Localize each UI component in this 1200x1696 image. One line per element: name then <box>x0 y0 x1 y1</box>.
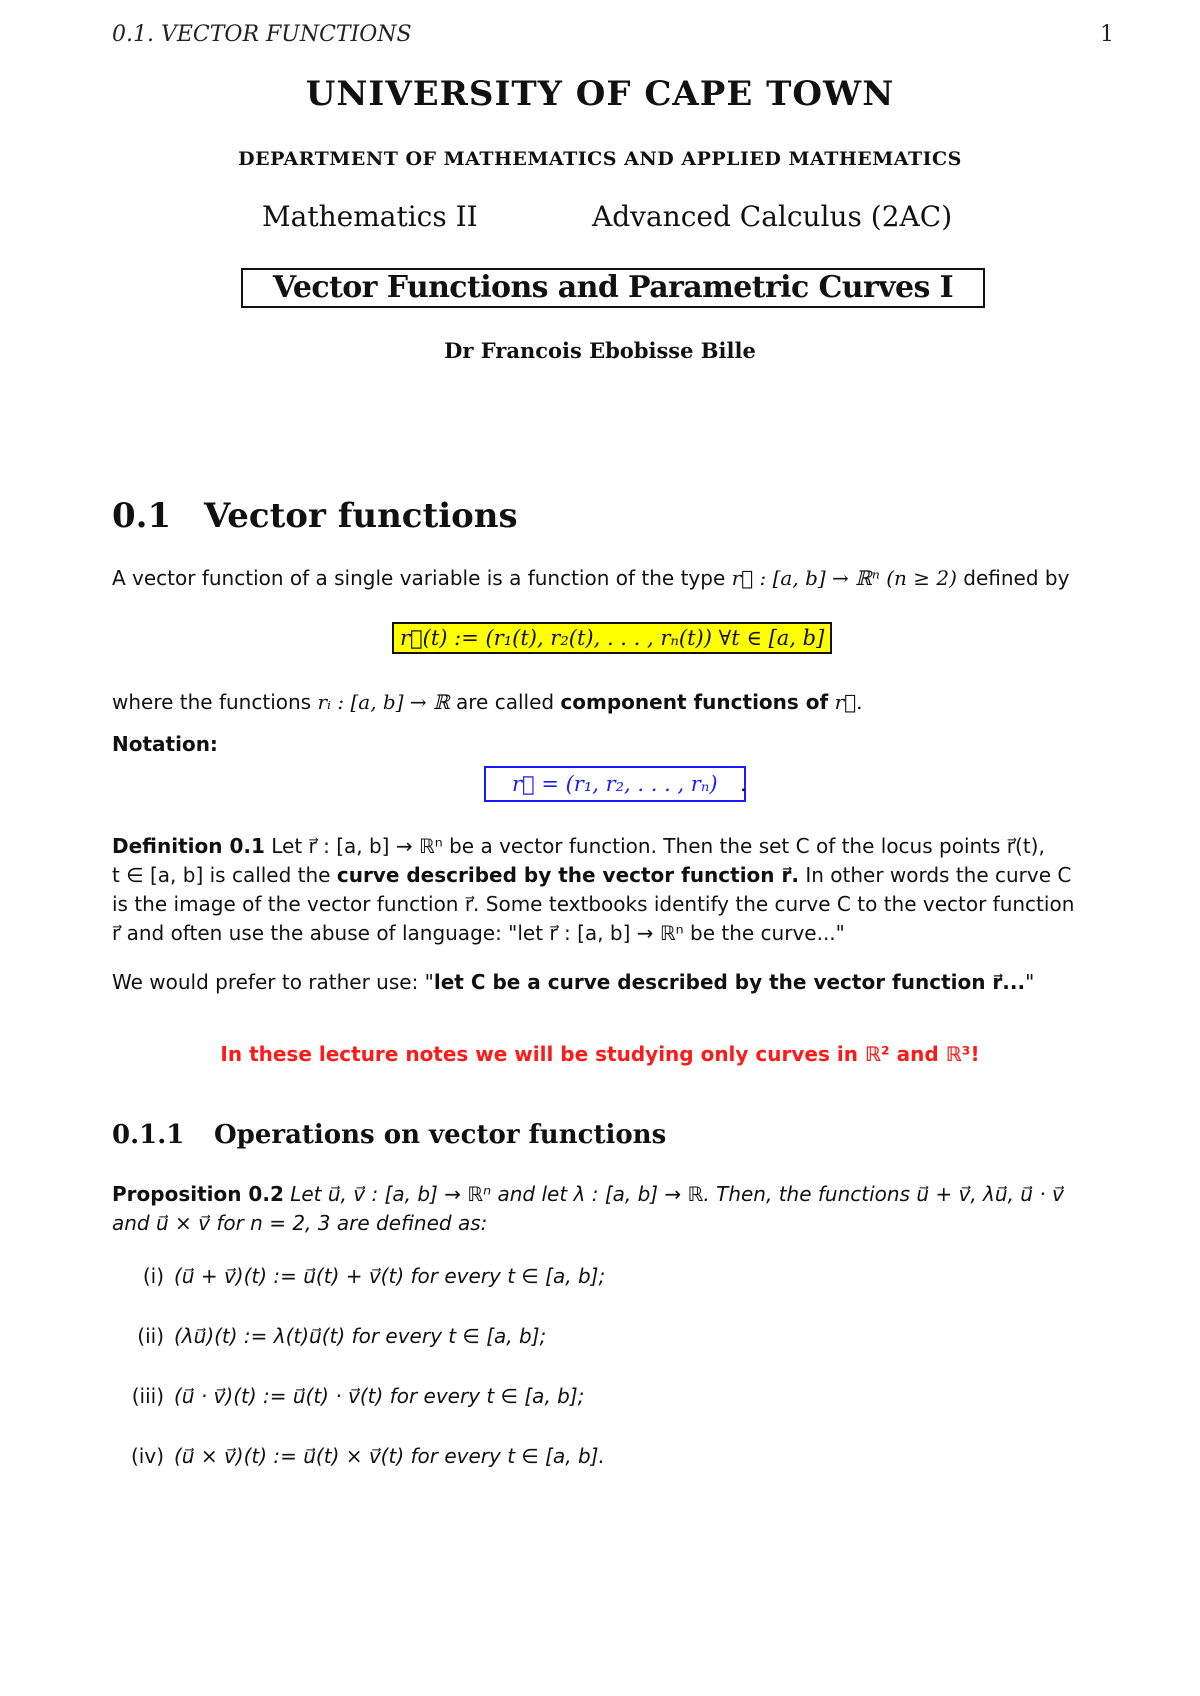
where-math: rᵢ : [a, b] → ℝ <box>317 690 450 714</box>
item-formula-4: (u⃗ × v⃗)(t) := u⃗(t) × v⃗(t) for every t ∈ [a, b]. <box>174 1444 605 1468</box>
prefer-text-b: " <box>1025 970 1035 994</box>
vector-function-definition-box: r⃗(t) := (r₁(t), r₂(t), . . . , rₙ(t)) ∀t ∈ [a, b] <box>392 622 832 654</box>
definition-line-1 <box>112 832 1122 861</box>
proposition-line-1 <box>112 1180 1122 1209</box>
section-number: 0.1 <box>112 496 172 536</box>
definition-label: Definition 0.1 <box>112 834 265 858</box>
intro-text-a: A vector function of a single variable is a function of the type <box>112 566 732 590</box>
definition-text-2a: t ∈ [a, b] is called the <box>112 863 337 887</box>
item-label-2: (ii) <box>137 1324 164 1348</box>
department-title: DEPARTMENT OF MATHEMATICS AND APPLIED MATHEMATICS <box>238 148 962 170</box>
proposition-line-2: and u⃗ × v⃗ for n = 2, 3 are defined as: <box>112 1211 488 1235</box>
boxed-title: Vector Functions and Parametric Curves I <box>272 270 954 305</box>
component-functions-term: component functions of <box>560 690 829 714</box>
intro-text-b: defined by <box>956 566 1070 590</box>
notation-formula-box: r⃗ = (r₁, r₂, . . . , rₙ) <box>484 766 746 802</box>
notation-trailing-period: . <box>740 772 747 796</box>
proposition-label: Proposition 0.2 <box>112 1182 284 1206</box>
curve-described-term: curve described by the vector function r⃗. <box>336 863 799 887</box>
definition-text-2b: In other words the curve C <box>798 863 1072 887</box>
definition-line-4: r⃗ and often use the abuse of language: "let r⃗ : [a, b] → ℝⁿ be the curve..." <box>112 921 845 945</box>
item-label-3: (iii) <box>131 1384 164 1408</box>
where-text-a: where the functions <box>112 690 318 714</box>
prefer-bold: let C be a curve described by the vector function r⃗... <box>433 970 1026 994</box>
section-title: Vector functions <box>204 496 518 536</box>
course-code: Advanced Calculus (2AC) <box>592 200 953 233</box>
course-name: Mathematics II <box>262 200 478 233</box>
where-text-b: are called <box>449 690 561 714</box>
prefer-text-a: We would prefer to rather use: " <box>112 970 434 994</box>
university-title: UNIVERSITY OF CAPE TOWN <box>305 74 895 114</box>
item-formula-1: (u⃗ + v⃗)(t) := u⃗(t) + v⃗(t) for every t ∈ [a, b]; <box>174 1264 606 1288</box>
running-header-section: 0.1. VECTOR FUNCTIONS <box>112 22 412 47</box>
component-functions-line <box>112 688 863 717</box>
proposition-text-1: Let u⃗, v⃗ : [a, b] → ℝⁿ and let λ : [a, b] → ℝ. Then, the functions u⃗ + v⃗, λu⃗, u⃗ · v⃗ <box>290 1182 1064 1206</box>
author-name: Dr Francois Ebobisse Bille <box>444 338 756 363</box>
red-note: In these lecture notes we will be studying only curves in ℝ² and ℝ³! <box>220 1042 980 1066</box>
page-number: 1 <box>1100 22 1114 47</box>
where-math-b: r⃗. <box>828 690 863 714</box>
item-label-1: (i) <box>142 1264 164 1288</box>
prefer-line <box>112 968 1034 997</box>
subsection-number: 0.1.1 <box>112 1120 185 1150</box>
item-formula-3: (u⃗ · v⃗)(t) := u⃗(t) · v⃗(t) for every t ∈ [a, b]; <box>174 1384 585 1408</box>
intro-math: r⃗ : [a, b] → ℝⁿ (n ≥ 2) <box>731 566 957 590</box>
intro-paragraph <box>112 564 1112 593</box>
definition-line-2 <box>112 861 1122 890</box>
notation-label: Notation: <box>112 732 218 756</box>
proposition-0-2 <box>112 1180 1122 1238</box>
definition-text-1: Let r⃗ : [a, b] → ℝⁿ be a vector function. Then the set C of the locus points r⃗(t), <box>271 834 1045 858</box>
subsection-title: Operations on vector functions <box>214 1120 667 1150</box>
definition-line-3: is the image of the vector function r⃗. Some textbooks identify the curve C to the vector function <box>112 892 1075 916</box>
item-label-4: (iv) <box>131 1444 164 1468</box>
definition-0-1 <box>112 832 1122 948</box>
item-formula-2: (λu⃗)(t) := λ(t)u⃗(t) for every t ∈ [a, b]; <box>174 1324 547 1348</box>
